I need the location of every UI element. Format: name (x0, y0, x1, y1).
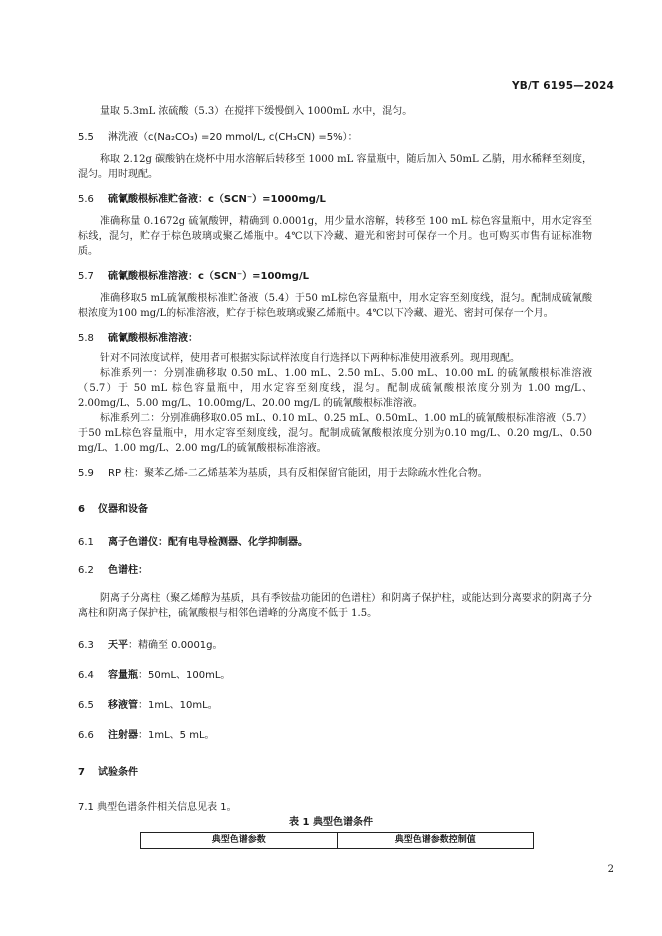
section-6-heading (78, 502, 592, 517)
section-title: 硫氰酸根标准溶液：c（SCN⁻）=100mg/L (108, 271, 309, 282)
section-title: 淋洗液（c(Na₂CO₃) =20 mmol/L, c(CH₃CN) =5%）： (108, 132, 358, 143)
section-number: 7 (78, 767, 85, 778)
section-5-9-heading (78, 466, 592, 481)
section-number: 5.9 (78, 468, 94, 479)
chromatographic-conditions-table (140, 832, 534, 849)
section-text: RP 柱：聚苯乙烯-二乙烯基苯为基质，具有反相保留官能团，用于去除疏水性化合物。 (108, 468, 488, 479)
section-6-4-heading (78, 668, 592, 683)
table-header-cell: 典型色谱参数 (141, 833, 338, 849)
section-number: 6.1 (78, 537, 94, 548)
section-number: 6.4 (78, 670, 94, 681)
section-label: 天平 (108, 640, 128, 651)
section-title: 硫氰酸根标准溶液： (108, 333, 198, 344)
section-title: 硫氰酸根标准贮备液：c（SCN⁻）=1000mg/L (108, 194, 326, 205)
section-6-5-heading (78, 698, 592, 713)
section-7-heading (78, 765, 592, 780)
section-5-8-heading (78, 331, 592, 346)
paragraph-standard-series-two: 标准系列二：分别准确移取0.05 mL、0.10 mL、0.25 mL、0.50mL、1.00 mL的硫氰酸根标准溶液（5.7）于50 mL棕色容量瓶中，用水定容至刻度线，混匀。配制成硫氰酸根浓度分别为0.10 mg/L、0.20 mg/L、0.50 mg/L、1.00 mg/L、2.00 mg/L的硫氰酸根标准溶液。 (78, 413, 592, 454)
section-number: 5.5 (78, 132, 94, 143)
section-5-7-heading (78, 269, 592, 284)
paragraph-chromatographic-column: 阴离子分离柱（聚乙烯醇为基质，具有季铵盐功能团的色谱柱）和阴离子保护柱，或能达到分离要求的阴离子分离柱和阴离子保护柱，硫氰酸根与相邻色谱峰的分离度不低于 1.5。 (78, 593, 592, 619)
document-body (78, 104, 592, 815)
section-label: 注射器 (108, 730, 138, 741)
section-number: 5.8 (78, 333, 94, 344)
section-5-6-heading (78, 192, 592, 207)
section-text: 离子色谱仪：配有电导检测器、化学抑制器。 (108, 537, 308, 548)
section-6-2-heading (78, 563, 592, 578)
paragraph-stock-solution: 准确称量 0.1672g 硫氰酸钾，精确到 0.0001g，用少量水溶解，转移至 100 mL 棕色容量瓶中，用水定容至标线，混匀，贮存于棕色玻璃或聚乙烯瓶中。4℃以下冷藏、避光和密封可保存一个月。也可购买市售有证标准物质。 (78, 216, 592, 257)
page-number: 2 (607, 864, 614, 875)
section-6-6-heading (78, 728, 592, 743)
section-text: ：1mL、10mL。 (138, 700, 218, 711)
section-number: 6.5 (78, 700, 94, 711)
section-number: 6 (78, 504, 85, 515)
section-6-1-heading (78, 535, 592, 550)
section-5-5-heading (78, 130, 592, 145)
section-label: 移液管 (108, 700, 138, 711)
table-caption: 表 1 典型色谱条件 (289, 817, 373, 828)
section-title: 仪器和设备 (98, 504, 148, 515)
section-6-3-heading (78, 638, 592, 653)
section-7-1-text: 7.1 典型色谱条件相关信息见表 1。 (78, 802, 237, 813)
section-number: 5.6 (78, 194, 94, 205)
section-label: 容量瓶 (108, 670, 138, 681)
section-number: 5.7 (78, 271, 94, 282)
paragraph-standard-series-intro: 针对不同浓度试样，使用者可根据实际试样浓度自行选择以下两种标准使用液系列。现用现配。 (100, 353, 520, 364)
table-header-cell: 典型色谱参数控制值 (337, 833, 534, 849)
paragraph-standard-solution: 准确移取5 mL硫氰酸根标准贮备液（5.4）于50 mL棕色容量瓶中，用水定容至刻度线，混匀。配制成硫氰酸根浓度为100 mg/L的标准溶液，贮存于棕色玻璃或聚乙烯瓶中。4℃以下冷藏、避光、密封可保存一个月。 (78, 293, 592, 319)
section-number: 6.2 (78, 565, 94, 576)
paragraph-sulfuric-acid: 量取 5.3mL 浓硫酸（5.3）在搅拌下缓慢倒入 1000mL 水中，混匀。 (100, 106, 413, 117)
paragraph-standard-series-one: 标准系列一：分别准确移取 0.50 mL、1.00 mL、2.50 mL、5.00 mL、10.00 mL 的硫氰酸根标准溶液（5.7）于 50 mL 棕色容量瓶中，用水定容至刻度线，混匀。配制成硫氰酸根浓度分别为 1.00 mg/L、2.00mg/L、5.00 mg/L、10.00mg/L、20.00 mg/L 的硫氰酸根标准溶液。 (78, 368, 592, 409)
section-text: ：1mL、5 mL。 (138, 730, 215, 741)
section-number: 6.3 (78, 640, 94, 651)
paragraph-eluent: 称取 2.12g 碳酸钠在烧杯中用水溶解后转移至 1000 mL 容量瓶中，随后加入 50mL 乙腈，用水稀释至刻度，混匀。用时现配。 (78, 154, 592, 180)
section-text: ：精确至 0.0001g。 (128, 640, 223, 651)
section-number: 6.6 (78, 730, 94, 741)
section-title: 试验条件 (98, 767, 138, 778)
section-text: 色谱柱： (108, 565, 148, 576)
standard-code: YB/T 6195—2024 (511, 80, 614, 92)
section-text: ：50mL、100mL。 (138, 670, 231, 681)
table-header-row (141, 833, 534, 849)
